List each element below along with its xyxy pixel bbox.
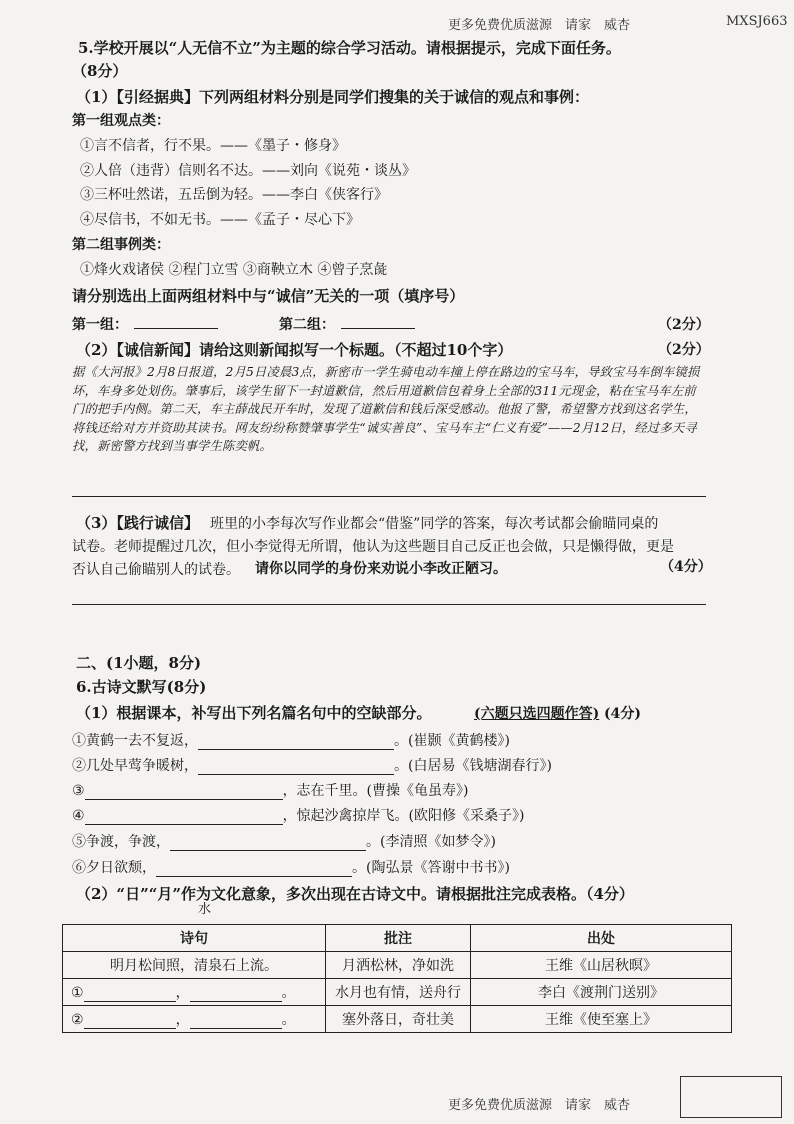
group1-label: 第一组观点类： [72, 113, 170, 129]
table-cell-verse[interactable]: ② ， 。 [63, 1006, 326, 1033]
answer-label-g2: 第二组： [279, 317, 335, 333]
poem-blank[interactable] [156, 862, 352, 877]
verse-blank[interactable] [84, 987, 176, 1002]
table-header: 批注 [326, 925, 471, 952]
q6-part1-score: (4分) [604, 706, 641, 722]
table-cell-note: 水月也有情，送舟行 [326, 979, 471, 1006]
poem-line-1 [72, 730, 510, 750]
poem-blank[interactable] [198, 760, 394, 775]
table-header-row [63, 925, 732, 952]
answer-label-g1: 第一组： [72, 317, 128, 333]
imagery-table [62, 924, 732, 1033]
poem-after: ，志在千里。(曹操《龟虽寿》) [282, 783, 469, 799]
q6-part1-heading: （1）根据课本，补写出下列名篇名句中的空缺部分。 [76, 704, 432, 722]
poem-before: ③ [72, 783, 85, 799]
q5-part3-text1: 班里的小李每次写作业都会“借鉴”同学的答案，每次考试都会偷瞄同桌的 [210, 516, 659, 532]
table-header: 诗句 [63, 925, 326, 952]
poem-line-3 [72, 780, 469, 800]
footer-promo: 更多免费优质滋源 请家 威杏 [448, 1098, 631, 1113]
group1-item: ③三杯吐然诺，五岳倒为轻。——李白《侠客行》 [80, 187, 388, 203]
q5-title: 5.学校开展以“人无信不立”为主题的综合学习活动。请根据提示，完成下面任务。 [78, 39, 621, 57]
group2-items: ①烽火戏诸侯 ②程门立雪 ③商鞅立木 ④曾子烹彘 [80, 262, 388, 278]
q5-part3-text3b: 请你以同学的身份来劝说小李改正陋习。 [255, 561, 507, 577]
q5-part3-score: （4分） [660, 559, 712, 575]
persuasion-answer-line[interactable] [72, 604, 706, 605]
poem-blank[interactable] [198, 735, 394, 750]
verse-blank[interactable] [84, 1014, 176, 1029]
table-row [63, 979, 732, 1006]
news-article: 据《大河报》2月8日报道，2月5日凌晨3点，新密市一学生骑电动车撞上停在路边的宝马车，导致宝马车倒车镜损坏，车身多处划伤。肇事后，该学生留下一封道歉信，然后用道歉信包着身上全部的311元现金，粘在宝马车左前门的把手内侧。第二天，车主薛战民开车时，发现了道歉信和钱后深受感动。他报了警，希望警方找到这名学生，将钱还给对方并资助其读书。网友纷纷称赞肇事学生“诚实善良”、宝马车主“仁义有爱”——2月12日，经过多天寻找，新密警方找到当事学生陈奕帆。 [72, 365, 700, 453]
poem-after: ，惊起沙禽掠岸飞。(欧阳修《采桑子》) [282, 808, 525, 824]
answer-blank-g2[interactable] [341, 328, 415, 329]
table-header: 出处 [471, 925, 732, 952]
corner-box [680, 1076, 782, 1118]
poem-before: ⑤争渡，争渡， [72, 834, 170, 850]
q5-score: （8分） [72, 62, 128, 80]
table-cell-source: 王维《使至塞上》 [471, 1006, 732, 1033]
group1-item: ①言不信者，行不果。——《墨子・修身》 [80, 138, 346, 154]
q5-part2-heading: （2）【诚信新闻】请给这则新闻拟写一个标题。（不超过10个字） [76, 341, 513, 359]
poem-after: 。(白居易《钱塘湖春行》) [394, 758, 552, 774]
poem-before: ④ [72, 808, 85, 824]
table-cell-source: 王维《山居秋暝》 [471, 952, 732, 979]
group1-item: ②人倍（违背）信则名不达。——刘向《说苑・谈丛》 [80, 163, 416, 179]
verse-blank[interactable] [190, 1014, 282, 1029]
answer-blank-g1[interactable] [134, 328, 218, 329]
q5-part1-heading: （1）【引经据典】下列两组材料分别是同学们搜集的关于诚信的观点和事例： [76, 88, 589, 106]
table-cell-note: 塞外落日，奇壮美 [326, 1006, 471, 1033]
title-answer-line[interactable] [72, 496, 706, 497]
handwritten-mark: 水 [198, 902, 212, 917]
header-code: MXSJ663 [726, 14, 788, 29]
poem-blank[interactable] [170, 836, 366, 851]
group1-item: ④尽信书，不如无书。——《孟子・尽心下》 [80, 212, 360, 228]
q5-part3-text2: 试卷。老师提醒过几次，但小李觉得无所谓，他认为这些题目自己反正也会做，只是懒得做，更是 [72, 539, 674, 555]
poem-line-5 [72, 831, 496, 851]
poem-line-2 [72, 755, 552, 775]
q6-part2-heading: （2）“日”“月”作为文化意象，多次出现在古诗文中。请根据批注完成表格。（4分） [76, 885, 634, 903]
q5-part1-instruction: 请分别选出上面两组材料中与“诚信”无关的一项（填序号） [72, 287, 465, 305]
verse-prefix: ① [71, 985, 84, 1001]
table-cell-verse[interactable]: ① ， 。 [63, 979, 326, 1006]
q5-part2-score: （2分） [658, 342, 710, 358]
group2-label: 第二组事例类： [72, 237, 170, 253]
table-row [63, 1006, 732, 1033]
poem-blank[interactable] [85, 810, 283, 825]
poem-after: 。(陶弘景《答谢中书书》) [352, 860, 510, 876]
table-row [63, 952, 732, 979]
poem-before: ⑥夕日欲颓， [72, 860, 156, 876]
q5-part1-score: （2分） [658, 317, 710, 333]
table-cell-source: 李白《渡荆门送别》 [471, 979, 732, 1006]
header-promo: 更多免费优质滋源 请家 威杏 [448, 18, 631, 33]
poem-before: ①黄鹤一去不复返， [72, 733, 198, 749]
poem-before: ②几处早莺争暖树， [72, 758, 198, 774]
verse-blank[interactable] [190, 987, 282, 1002]
poem-after: 。(李清照《如梦令》) [366, 834, 496, 850]
section2-title: 二、(1小题，8分) [76, 654, 202, 672]
q6-title: 6.古诗文默写(8分) [76, 678, 207, 696]
table-cell-verse: 明月松间照，清泉石上流。 [63, 952, 326, 979]
q5-part3-heading: （3）【践行诚信】 [76, 514, 199, 532]
q5-part3-text3a: 否认自己偷瞄别人的试卷。 [72, 562, 240, 578]
poem-after: 。(崔颢《黄鹤楼》) [394, 733, 510, 749]
poem-line-4 [72, 805, 525, 825]
poem-line-6 [72, 857, 510, 877]
poem-blank[interactable] [85, 785, 283, 800]
verse-prefix: ② [71, 1012, 84, 1028]
q6-part1-note: (六题只选四题作答) [474, 706, 600, 722]
table-cell-note: 月洒松林，净如洗 [326, 952, 471, 979]
